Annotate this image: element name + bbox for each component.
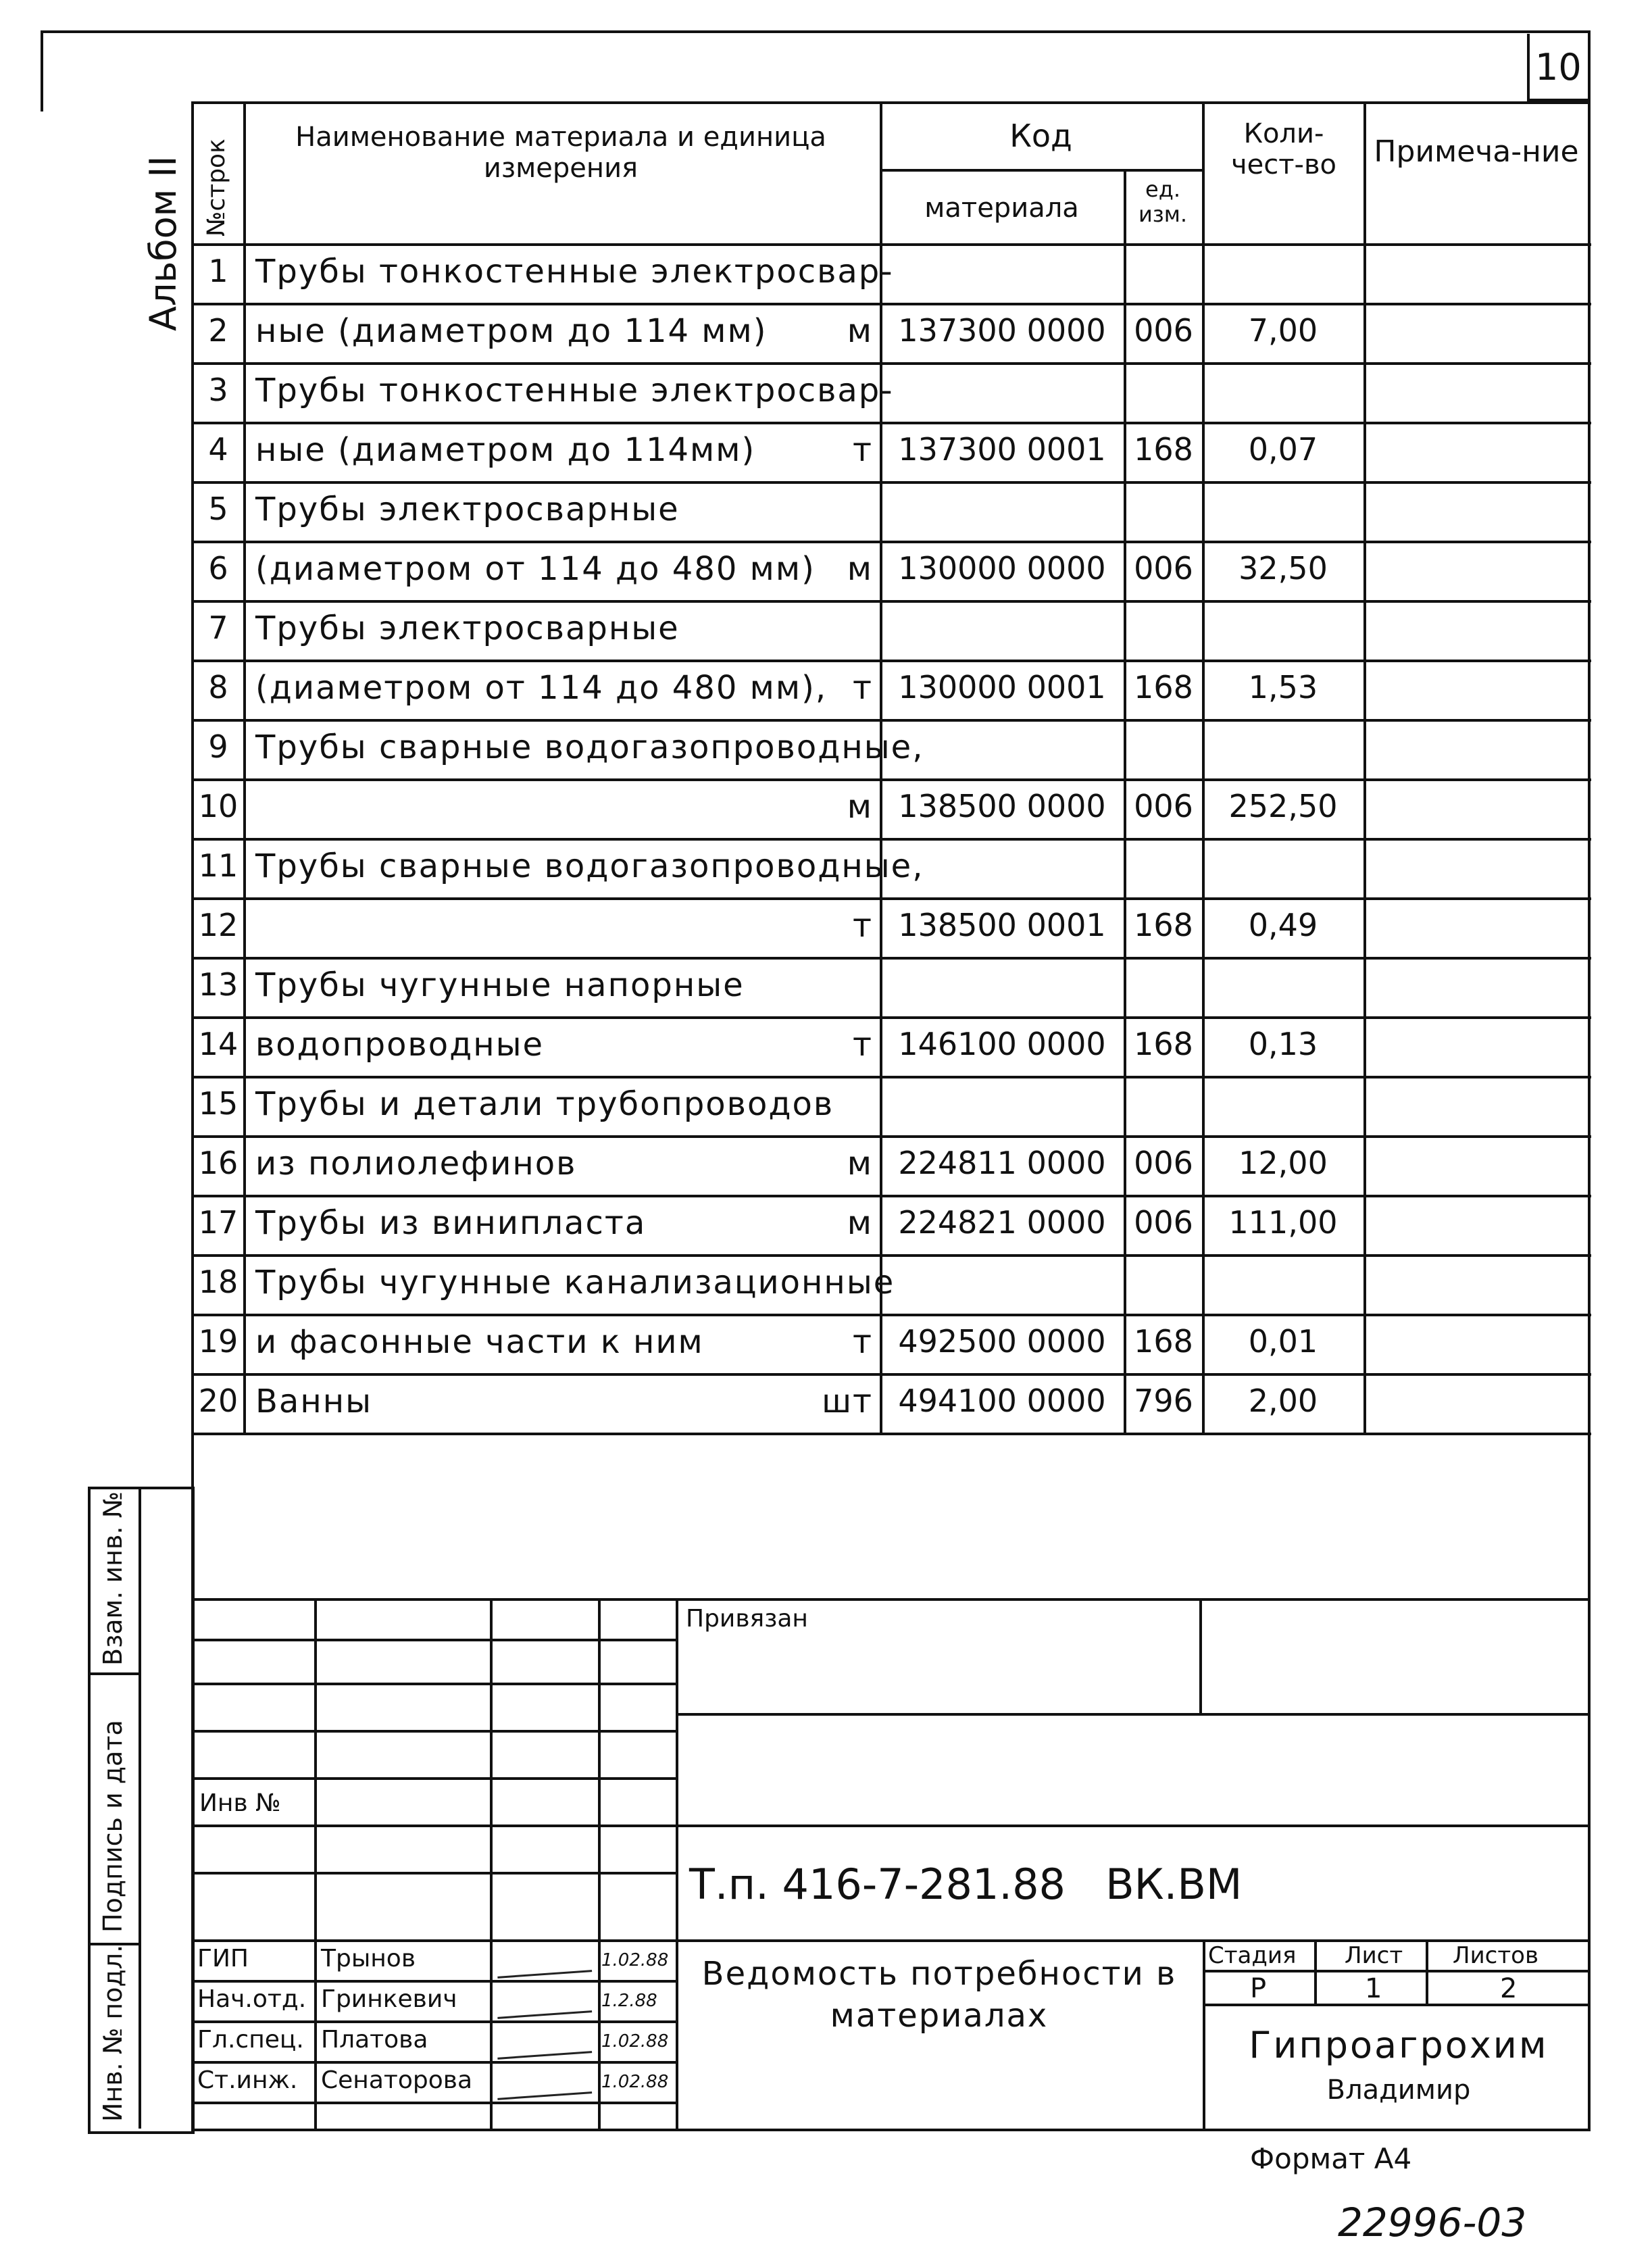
header-code-material: материала xyxy=(924,193,1079,224)
row-name: ные (диаметром до 114 мм) xyxy=(255,312,768,350)
signature-grid-line xyxy=(191,1939,676,1942)
org-city: Владимир xyxy=(1326,2075,1471,2106)
row-separator xyxy=(191,422,1591,424)
inv-no-label: Инв № xyxy=(199,1789,281,1817)
album-label: Альбом II xyxy=(142,155,184,331)
row-separator xyxy=(191,1016,1591,1019)
row-uom: 168 xyxy=(1134,669,1193,705)
staff-name: Платова xyxy=(321,2026,428,2054)
row-name: (диаметром от 114 до 480 мм), xyxy=(255,669,828,707)
row-uom: 006 xyxy=(1134,1145,1193,1181)
row-separator xyxy=(191,660,1591,662)
row-uom: 006 xyxy=(1134,1204,1193,1241)
row-number: 7 xyxy=(208,610,228,646)
staff-name: Сенаторова xyxy=(321,2066,473,2094)
org-name: Гипроагрохим xyxy=(1249,2024,1549,2066)
row-unit: м xyxy=(847,1145,873,1183)
row-uom: 006 xyxy=(1134,312,1193,349)
row-qty: 111,00 xyxy=(1228,1204,1338,1241)
row-unit: т xyxy=(853,1026,873,1064)
row-name: Трубы чугунные напорные xyxy=(255,966,745,1004)
row-number: 19 xyxy=(198,1323,239,1360)
row-unit: т xyxy=(853,669,873,707)
row-uom: 006 xyxy=(1134,550,1193,587)
signature-grid-line xyxy=(191,1730,676,1733)
col-line-2 xyxy=(880,101,882,1433)
signature-grid-line xyxy=(191,1824,676,1827)
row-qty: 32,50 xyxy=(1238,550,1328,587)
row-code: 146100 0000 xyxy=(898,1026,1106,1062)
side-stamp-h1 xyxy=(88,1672,139,1675)
staff-role: Нач.отд. xyxy=(197,1985,307,2013)
row-name: Трубы электросварные xyxy=(255,610,680,647)
col-line-3 xyxy=(1124,169,1126,1433)
row-number: 17 xyxy=(198,1204,239,1241)
row-number: 8 xyxy=(208,669,228,705)
col-line-1 xyxy=(243,101,246,1433)
row-uom: 168 xyxy=(1134,907,1193,943)
sig-v2 xyxy=(490,1598,493,2129)
row-number: 5 xyxy=(208,491,228,527)
row-uom: 168 xyxy=(1134,1026,1193,1062)
signature-grid-line xyxy=(191,1872,676,1875)
row-separator xyxy=(191,1314,1591,1316)
staff-role: Ст.инж. xyxy=(197,2066,298,2094)
row-qty: 252,50 xyxy=(1228,788,1338,824)
sig-v3 xyxy=(598,1598,601,2129)
signature-grid-line xyxy=(191,2102,676,2104)
signature-grid-line xyxy=(191,1683,676,1685)
row-name: водопроводные xyxy=(255,1026,545,1064)
tb-h-title xyxy=(676,1939,1588,1942)
tb-v-privyazan xyxy=(1199,1598,1202,1713)
header-code-group: Код xyxy=(1009,118,1072,154)
row-separator xyxy=(191,1254,1591,1257)
doc-title: Ведомость потребности в материалах xyxy=(701,1955,1177,2035)
row-separator xyxy=(191,1135,1591,1138)
row-code: 130000 0000 xyxy=(898,550,1106,587)
staff-name: Трынов xyxy=(321,1945,416,1972)
row-separator xyxy=(191,1076,1591,1078)
row-separator xyxy=(191,481,1591,484)
row-separator xyxy=(191,600,1591,603)
row-number: 11 xyxy=(198,847,239,884)
staff-date: 1.02.88 xyxy=(601,1950,669,1970)
row-code: 138500 0000 xyxy=(898,788,1106,824)
row-uom: 168 xyxy=(1134,1323,1193,1360)
tb-h-stage1 xyxy=(1203,1970,1588,1972)
doc-code: Т.п. 416-7-281.88 ВК.ВМ xyxy=(689,1860,1243,1909)
row-name: Трубы сварные водогазопроводные, xyxy=(255,728,924,766)
tb-h-top xyxy=(191,1598,1588,1601)
staff-date: 1.02.88 xyxy=(601,2072,669,2092)
row-separator xyxy=(191,897,1591,900)
row-unit: т xyxy=(853,1323,873,1361)
sheet-number: 10 xyxy=(1535,46,1582,89)
row-code: 137300 0000 xyxy=(898,312,1106,349)
row-separator xyxy=(191,541,1591,543)
row-number: 13 xyxy=(198,966,239,1003)
row-code: 224821 0000 xyxy=(898,1204,1106,1241)
row-unit: т xyxy=(853,431,873,469)
header-quantity: Коли-чест-во xyxy=(1230,118,1336,180)
row-name: (диаметром от 114 до 480 мм) xyxy=(255,550,816,588)
row-unit: м xyxy=(847,788,873,826)
signature-grid-line xyxy=(191,1777,676,1780)
row-qty: 0,07 xyxy=(1248,431,1318,468)
row-name: Ванны xyxy=(255,1383,373,1420)
row-name: Трубы чугунные канализационные xyxy=(255,1264,895,1301)
staff-role: Гл.спец. xyxy=(197,2026,304,2054)
staff-name: Гринкевич xyxy=(321,1985,457,2013)
privyazan-label: Привязан xyxy=(686,1605,808,1633)
header-note: Примеча-ние xyxy=(1374,134,1579,169)
row-qty: 12,00 xyxy=(1238,1145,1328,1181)
row-number: 20 xyxy=(198,1383,239,1419)
sheet-label: Лист xyxy=(1345,1942,1403,1969)
staff-role: ГИП xyxy=(197,1945,249,1972)
row-name: Трубы сварные водогазопроводные, xyxy=(255,847,924,885)
stage-label: Стадия xyxy=(1208,1942,1297,1969)
row-unit: шт xyxy=(822,1383,873,1420)
tb-h-code xyxy=(676,1824,1588,1827)
row-code: 138500 0001 xyxy=(898,907,1106,943)
sig-v1 xyxy=(314,1598,317,2129)
row-code: 137300 0001 xyxy=(898,431,1106,468)
row-name: Трубы электросварные xyxy=(255,491,680,528)
tb-v-stage-b xyxy=(1426,1939,1428,2004)
sheet-value: 1 xyxy=(1365,1973,1382,2004)
tb-v-stage-a xyxy=(1314,1939,1317,2004)
signature-grid-line xyxy=(191,1980,676,1983)
row-name: из полиолефинов xyxy=(255,1145,577,1183)
row-unit: т xyxy=(853,907,873,945)
row-name: ные (диаметром до 114мм) xyxy=(255,431,756,469)
col-line-4 xyxy=(1202,101,1205,1433)
row-number: 9 xyxy=(208,728,228,765)
stage-value: Р xyxy=(1250,1973,1267,2004)
format-label: Формат А4 xyxy=(1250,2142,1412,2175)
row-qty: 0,49 xyxy=(1248,907,1318,943)
row-unit: м xyxy=(847,1204,873,1242)
outer-frame-top xyxy=(41,30,1588,33)
staff-date: 1.02.88 xyxy=(601,2031,669,2052)
signature-grid-line xyxy=(191,2061,676,2064)
header-name: Наименование материала и единица измерения xyxy=(295,122,826,184)
row-number: 2 xyxy=(208,312,228,349)
row-number: 4 xyxy=(208,431,228,468)
staff-date: 1.2.88 xyxy=(601,1991,657,2011)
row-number: 12 xyxy=(198,907,239,943)
row-number: 10 xyxy=(198,788,239,824)
row-uom: 168 xyxy=(1134,431,1193,468)
side-inv-podl: Инв. № подл. xyxy=(98,1944,128,2122)
row-separator xyxy=(191,838,1591,841)
row-name: Трубы тонкостенные электросвар- xyxy=(255,372,894,409)
row-name: и фасонные части к ним xyxy=(255,1323,704,1361)
col-line-5 xyxy=(1363,101,1366,1433)
row-number: 14 xyxy=(198,1026,239,1062)
row-uom: 006 xyxy=(1134,788,1193,824)
row-separator xyxy=(191,778,1591,781)
row-code: 494100 0000 xyxy=(898,1383,1106,1419)
tb-v-main xyxy=(676,1598,678,2129)
row-qty: 0,01 xyxy=(1248,1323,1318,1360)
side-vzam-inv: Взам. инв. № xyxy=(98,1491,128,1666)
row-separator xyxy=(191,1195,1591,1197)
header-code-unit: ед. изм. xyxy=(1138,176,1188,227)
signature-grid-line xyxy=(191,1639,676,1641)
row-qty: 0,13 xyxy=(1248,1026,1318,1062)
code-subheader-line xyxy=(880,169,1202,172)
row-separator xyxy=(191,957,1591,960)
row-separator xyxy=(191,303,1591,305)
archive-number: 22996-03 xyxy=(1338,2200,1527,2245)
side-podpis-data: Подпись и дата xyxy=(98,1720,128,1933)
row-separator xyxy=(191,1373,1591,1376)
side-stamp-divider xyxy=(139,1487,141,2129)
row-separator xyxy=(191,362,1591,365)
row-qty: 1,53 xyxy=(1248,669,1318,705)
row-qty: 2,00 xyxy=(1248,1383,1318,1419)
row-name: Трубы из винипласта xyxy=(255,1204,647,1242)
signature-grid-line xyxy=(191,2020,676,2023)
row-unit: м xyxy=(847,312,873,350)
row-name: Трубы и детали трубопроводов xyxy=(255,1085,834,1123)
row-number: 18 xyxy=(198,1264,239,1300)
row-number: 1 xyxy=(208,253,228,289)
tb-h-privyazan xyxy=(676,1713,1588,1716)
row-number: 15 xyxy=(198,1085,239,1122)
row-number: 3 xyxy=(208,372,228,408)
row-unit: м xyxy=(847,550,873,588)
row-qty: 7,00 xyxy=(1248,312,1318,349)
outer-frame-left xyxy=(41,30,43,111)
row-code: 492500 0000 xyxy=(898,1323,1106,1360)
row-number: 6 xyxy=(208,550,228,587)
header-bottom-line xyxy=(191,243,1591,246)
row-number: 16 xyxy=(198,1145,239,1181)
tb-v-stage xyxy=(1203,1939,1205,2129)
row-uom: 796 xyxy=(1134,1383,1193,1419)
row-separator xyxy=(191,719,1591,722)
row-code: 130000 0001 xyxy=(898,669,1106,705)
sheets-value: 2 xyxy=(1500,1973,1518,2004)
row-code: 224811 0000 xyxy=(898,1145,1106,1181)
header-row-no: №строк xyxy=(203,139,230,237)
sheets-label: Листов xyxy=(1453,1942,1539,1969)
row-name: Трубы тонкостенные электросвар- xyxy=(255,253,894,291)
